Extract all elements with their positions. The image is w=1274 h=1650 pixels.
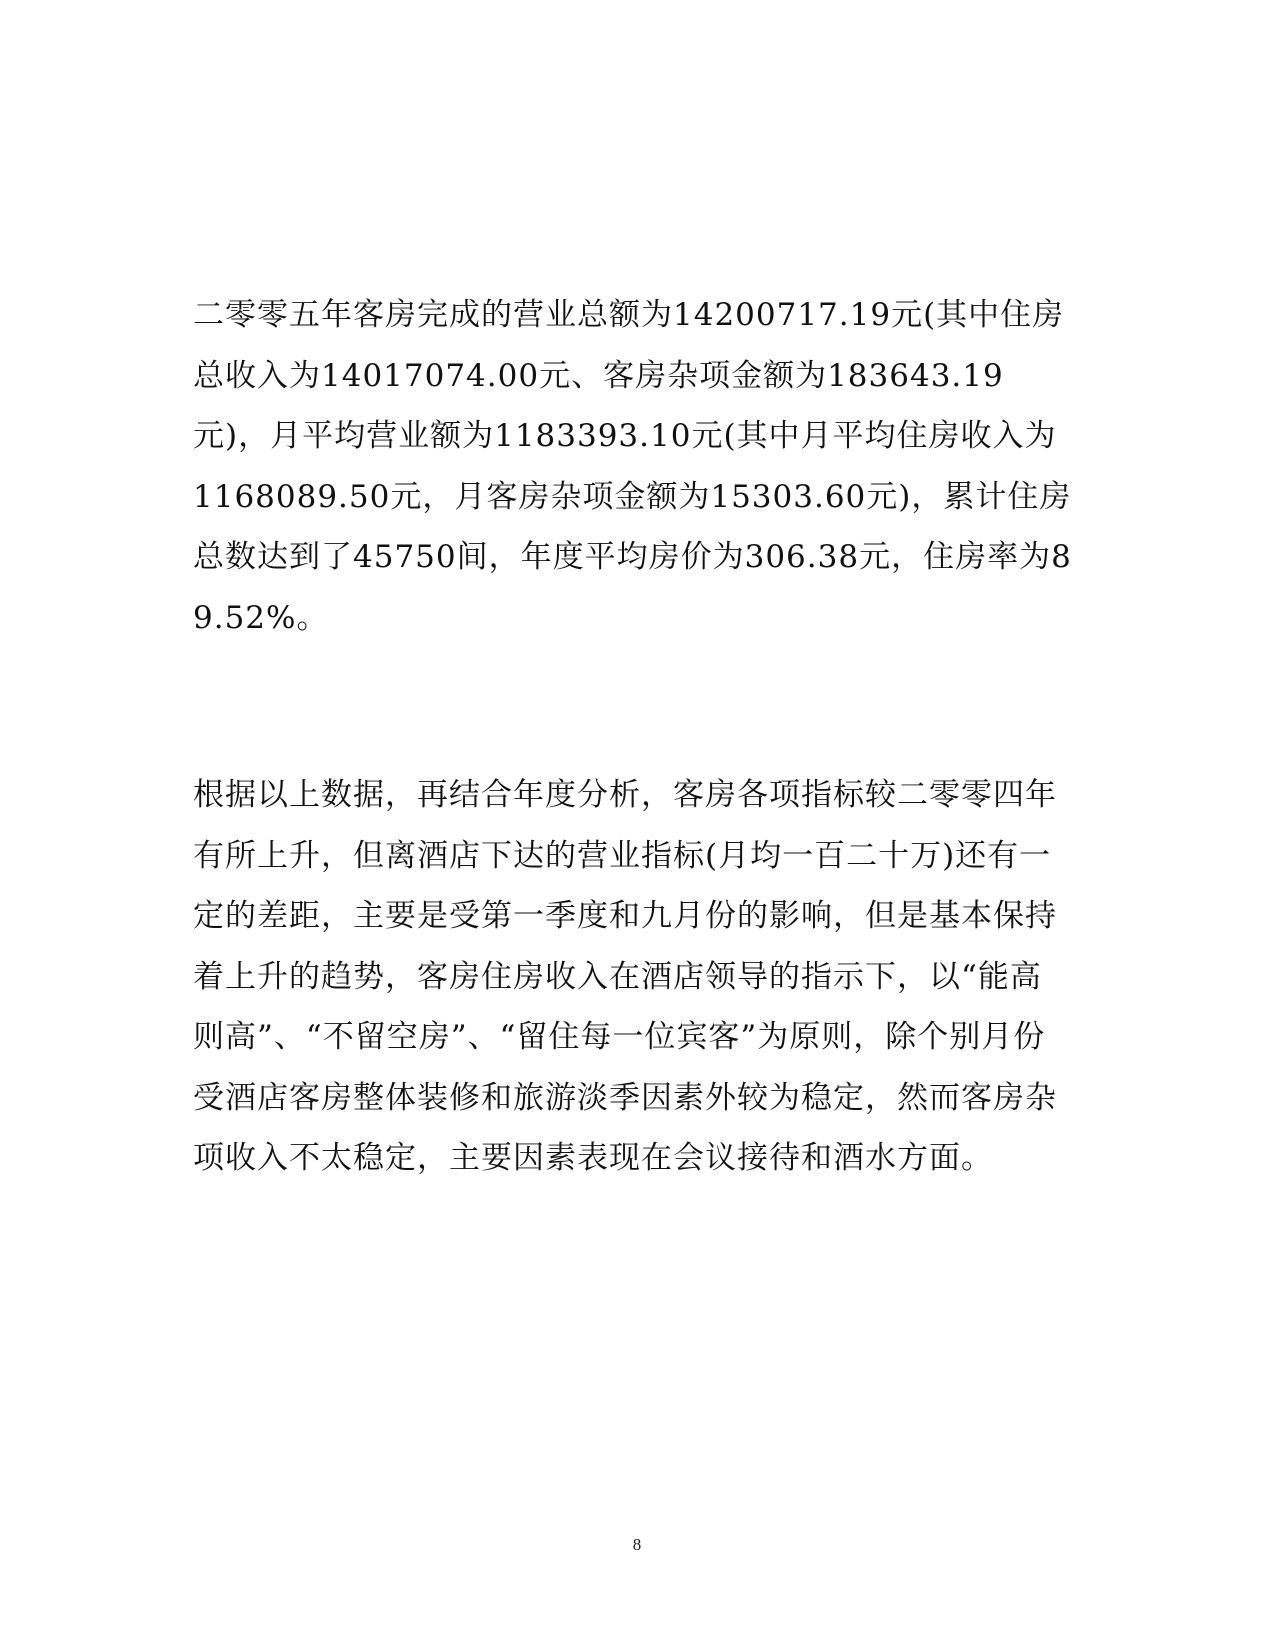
paragraph-analysis: 根据以上数据，再结合年度分析，客房各项指标较二零零四年有所上升，但离酒店下达的营业指标(月均一百二十万)还有一定的差距，主要是受第一季度和九月份的影响，但是基本保持着上升的趋势，客房住房收入在酒店领导的指示下，以“能高则高”、“不留空房”、“留住每一位宾客”为原则，除个别月份受酒店客房整体装修和旅游淡季因素外较为稳定，然而客房杂项收入不太稳定，主要因素表现在会议接待和酒水方面。: [193, 777, 1057, 1176]
paragraph-revenue-summary: 二零零五年客房完成的营业总额为14200717.19元(其中住房总收入为14017074.00元、客房杂项金额为183643.19元)，月平均营业额为1183393.10元(其中月平均住房收入为1168089.50元，月客房杂项金额为15303.60元)，累计住房总数达到了45750间，年度平均房价为306.38元，住房率为89.52%。: [193, 297, 1072, 636]
page-number: 8: [632, 1535, 642, 1554]
